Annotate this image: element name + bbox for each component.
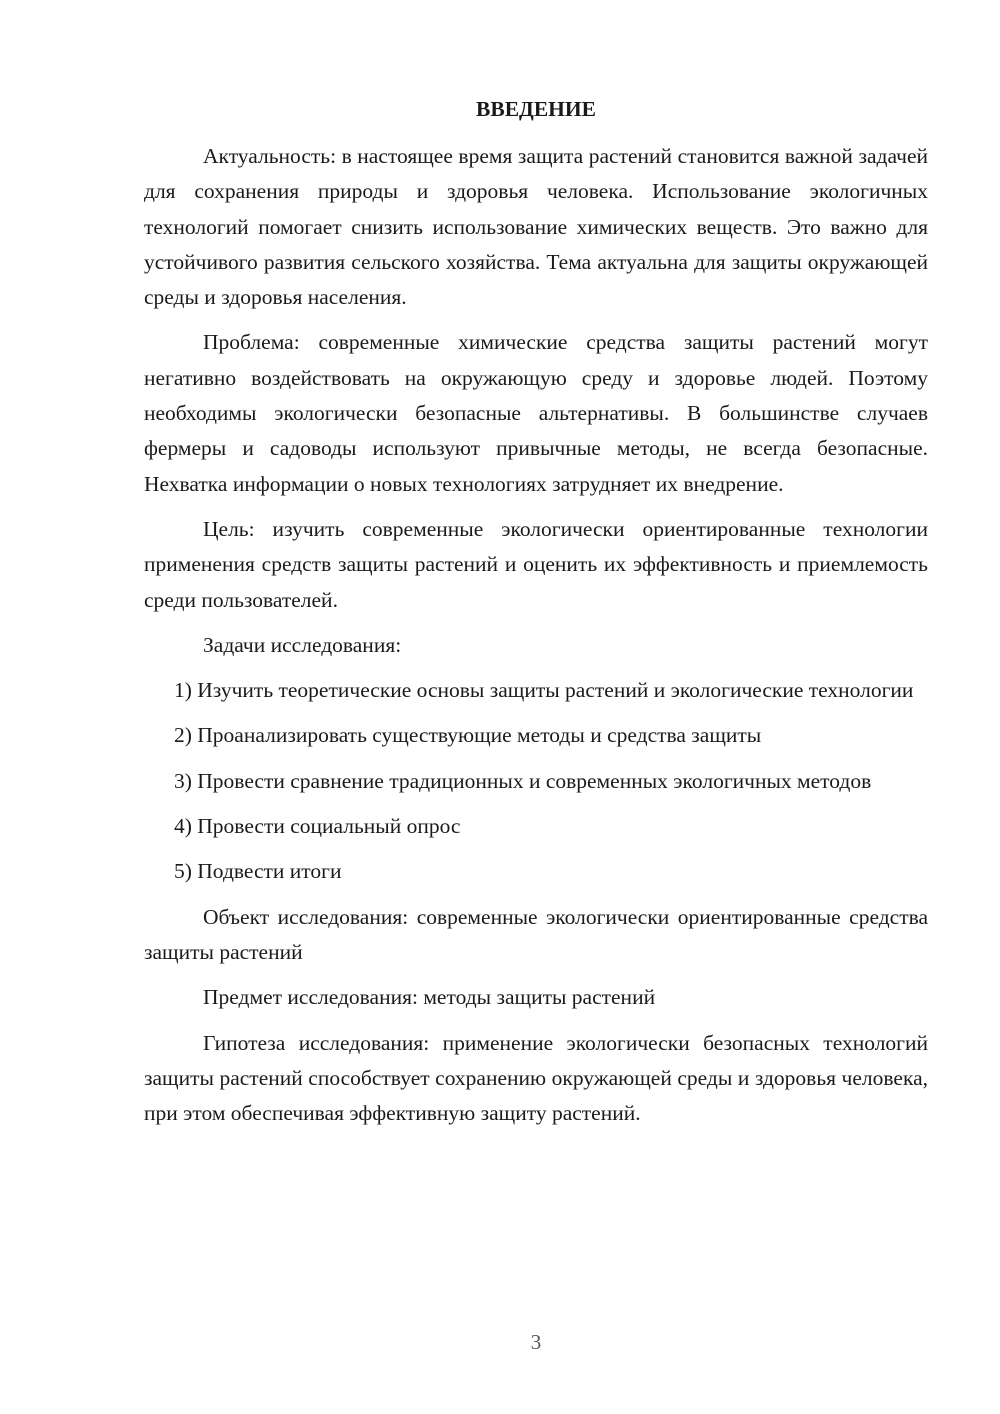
hypothesis-paragraph: Гипотеза исследования: применение экологически безопасных технологий защиты растений способствует сохранению окружающей среды и здоровья человека, при этом обеспечивая эффективную защиту растений. [144,1030,928,1126]
goal-paragraph: Цель: изучить современные экологически ориентированные технологии применения средств защиты растений и оценить их эффективность и приемлемость среди пользователей. [144,516,928,612]
subject-paragraph: Предмет исследования: методы защиты растений [203,985,656,1010]
relevance-paragraph: Актуальность: в настоящее время защита растений становится важной задачей для сохранения природы и здоровья человека. Использование экологичных технологий помогает снизить использование химических веществ. Это важно для устойчивого развития сельского хозяйства. Тема актуальна для защиты окружающей среды и здоровья населения. [144,144,928,310]
problem-paragraph: Проблема: современные химические средства защиты растений могут негативно воздействовать на окружающую среду и здоровье людей. Поэтому необходимы экологически безопасные альтернативы. В большинстве случаев фермеры и садоводы используют привычные методы, не всегда безопасные. Нехватка информации о новых технологиях затрудняет их внедрение. [144,330,928,496]
object-paragraph: Объект исследования: современные экологически ориентированные средства защиты растений [144,904,928,964]
page-number: 3 [530,1330,542,1354]
task-item-5: 5) Подвести итоги [174,859,342,884]
page-title: ВВЕДЕНИЕ [476,97,596,121]
document-page [144,92,928,1141]
task-item-2: 2) Проанализировать существующие методы и средства защиты [174,723,762,748]
task-item-1: 1) Изучить теоретические основы защиты растений и экологические технологии [174,678,914,703]
task-item-3: 3) Провести сравнение традиционных и современных экологичных методов [174,768,872,793]
tasks-heading: Задачи исследования: [203,632,402,657]
task-item-4: 4) Провести социальный опрос [174,814,461,839]
